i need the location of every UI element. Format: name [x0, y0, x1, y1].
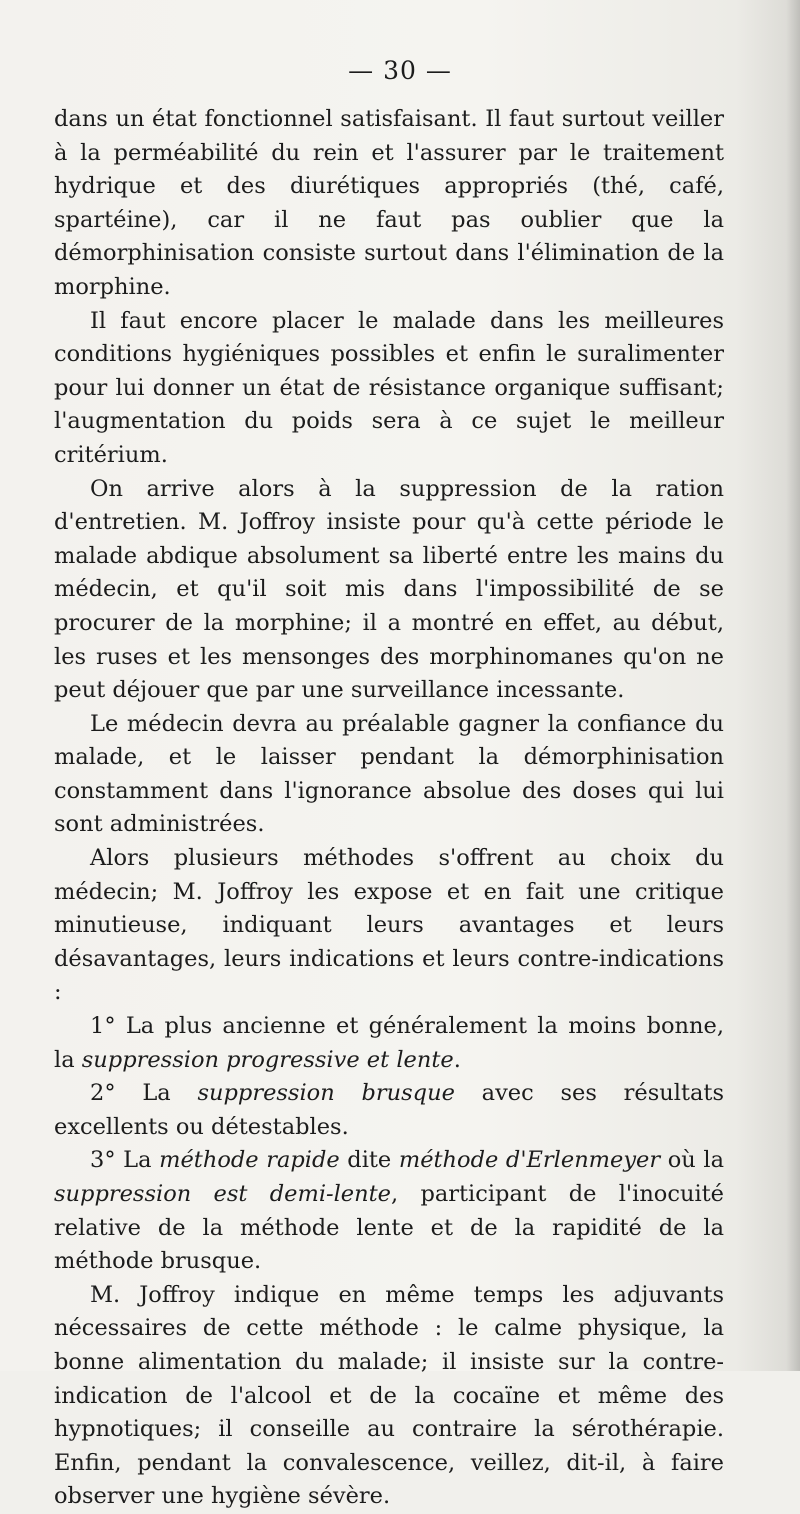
list-item-2	[54, 1077, 724, 1144]
list-item-3-prefix: 3° La	[90, 1147, 160, 1174]
list-item-1	[54, 1010, 724, 1077]
paragraph-2: Il faut encore placer le malade dans les meilleures conditions hygiéniques possibles et enfin le suralimenter pour lui donner un état de résistance organique suffisant; l'augmentation du poids sera à ce sujet le meilleur critérium.	[54, 307, 724, 468]
paragraph-6: M. Joffroy indique en même temps les adjuvants nécessaires de cette méthode : le calme physique, la bonne alimentation du malade; il insiste sur la contre-indication de l'alcool et de la cocaïne et même des hypnotiques; il conseille au contraire la sérothérapie. Enfin, pendant la convalescence, veillez, dit-il, à faire observer une hygiène sévère.	[54, 1281, 724, 1510]
list-item-2-suffix: avec ses résultats excellents ou détestables.	[54, 1080, 724, 1140]
paragraph-4: Le médecin devra au préalable gagner la confiance du malade, et le laisser pendant la démorphinisation constamment dans l'ignorance absolue des doses qui lui sont administrées.	[54, 710, 724, 838]
paragraph-1: dans un état fonctionnel satisfaisant. Il faut surtout veiller à la perméabilité du rein et l'assurer par le traitement hydrique et des diurétiques appropriés (thé, café, spartéine), car il ne faut pas oublier que la démorphinisation consiste surtout dans l'élimination de la morphine.	[54, 106, 724, 300]
list-item-1-emphasis: suppression progressive et lente	[81, 1046, 454, 1073]
list-item-3-emphasis-1: méthode rapide	[159, 1147, 340, 1174]
list-item-2-emphasis: suppression brusque	[197, 1080, 455, 1107]
page-edge-shadow	[786, 0, 800, 1371]
list-item-1-prefix: 1° La plus ancienne et généralement la moins bonne, la	[54, 1013, 724, 1073]
page-number: — 30 —	[348, 56, 452, 85]
list-item-3-mid-1: dite	[339, 1147, 399, 1174]
paragraph-5: Alors plusieurs méthodes s'offrent au choix du médecin; M. Joffroy les expose et en fait une critique minutieuse, indiquant leurs avantages et leurs désavantages, leurs indications et leurs contre-indications :	[54, 845, 724, 1006]
body-text	[54, 103, 724, 1514]
list-item-3	[54, 1144, 724, 1278]
list-item-2-prefix: 2° La	[90, 1080, 198, 1107]
list-item-3-mid-2: où la	[660, 1147, 724, 1174]
list-item-3-suffix: , participant de l'inocuité relative de la méthode lente et de la rapidité de la méthode brusque.	[54, 1181, 724, 1275]
list-item-1-suffix: .	[453, 1046, 461, 1073]
list-item-3-emphasis-2: méthode d'Erlenmeyer	[398, 1147, 661, 1174]
list-item-3-emphasis-3: suppression est demi-lente	[54, 1181, 391, 1207]
paragraph-3: On arrive alors à la suppression de la ration d'entretien. M. Joffroy insiste pour qu'à cette période le malade abdique absolument sa liberté entre les mains du médecin, et qu'il soit mis dans l'impossibilité de se procurer de la morphine; il a montré en effet, au début, les ruses et les mensonges des morphinomanes qu'on ne peut déjouer que par une surveillance incessante.	[54, 475, 724, 704]
